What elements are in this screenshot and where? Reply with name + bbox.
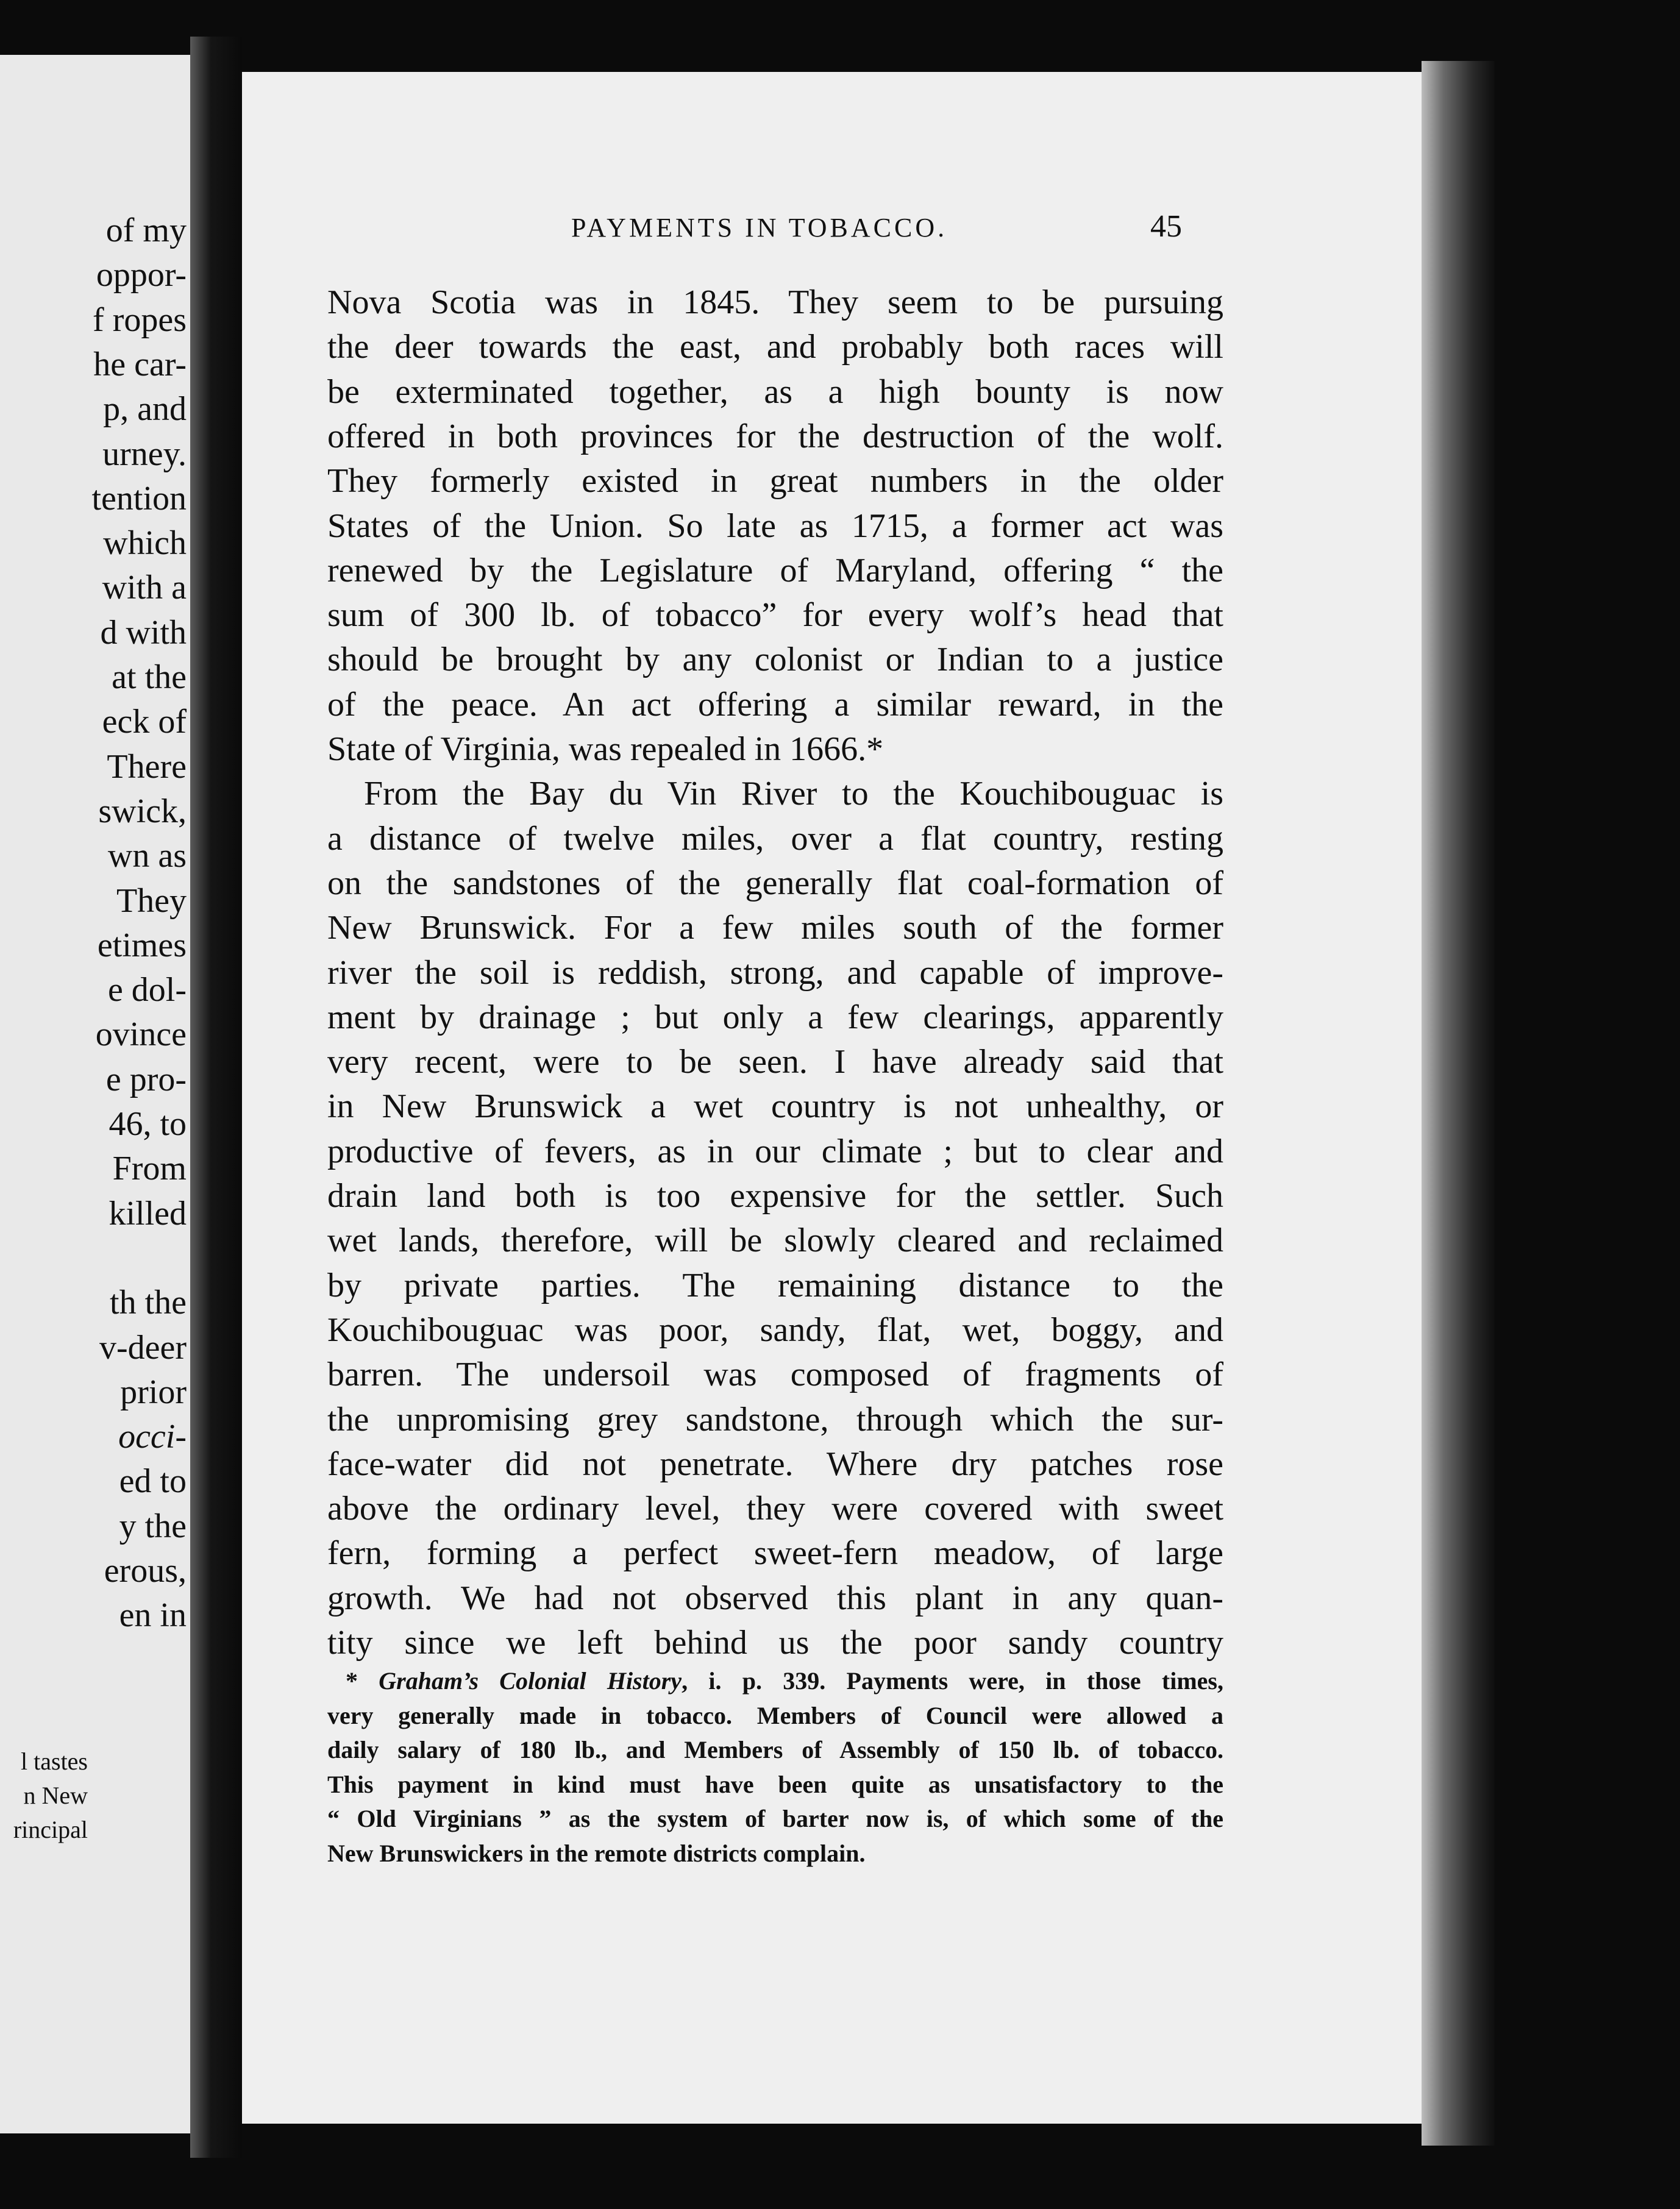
- body-line: the deer towards the east, and probably both races will: [327, 328, 1223, 366]
- body-line: by private parties. The remaining distance to the: [327, 1266, 1223, 1304]
- previous-page-line: of my: [105, 212, 187, 249]
- previous-page-line: killed: [109, 1194, 187, 1233]
- previous-page-line: swick,: [98, 792, 187, 830]
- previous-page-line: etimes: [97, 926, 187, 964]
- previous-page-line: prior: [120, 1373, 187, 1411]
- page-number: 45: [1150, 209, 1182, 244]
- body-line: From the Bay du Vin River to the Kouchibouguac is: [364, 775, 1223, 813]
- previous-page-line: en in: [119, 1596, 187, 1635]
- previous-page-line: tention: [91, 479, 187, 518]
- body-line: tity since we left behind us the poor sandy country: [327, 1624, 1223, 1662]
- footnote-line: daily salary of 180 lb., and Members of Assembly of 150 lb. of tobacco.: [327, 1736, 1223, 1763]
- previous-page-line: th the: [110, 1284, 187, 1322]
- footnote-line: “ Old Virginians ” as the system of barter now is, of which some of the: [327, 1805, 1223, 1832]
- body-line: fern, forming a perfect sweet-fern meadow, of large: [327, 1534, 1223, 1573]
- previous-page-fragment: [0, 55, 190, 2133]
- previous-page-line: y the: [119, 1507, 187, 1545]
- body-line: face-water did not penetrate. Where dry patches rose: [327, 1445, 1223, 1483]
- body-line: in New Brunswick a wet country is not unhealthy, or: [327, 1087, 1223, 1126]
- previous-page-line: which: [103, 524, 187, 563]
- previous-page-line: ed to: [119, 1462, 187, 1501]
- body-line: a distance of twelve miles, over a flat country, resting: [327, 819, 1223, 858]
- previous-page-line: occi-: [118, 1418, 187, 1456]
- running-head: PAYMENTS IN TOBACCO.: [571, 213, 948, 243]
- body-line: Kouchibouguac was poor, sandy, flat, wet, boggy, and: [327, 1311, 1223, 1349]
- body-line: of the peace. An act offering a similar reward, in the: [327, 685, 1223, 724]
- body-line: be exterminated together, as a high bounty is now: [327, 372, 1223, 411]
- body-line: barren. The undersoil was composed of fragments of: [327, 1356, 1223, 1394]
- previous-page-line: eck of: [102, 703, 187, 741]
- body-line: wet lands, therefore, will be slowly cleared and reclaimed: [327, 1222, 1223, 1260]
- body-line: river the soil is reddish, strong, and capable of improve-: [327, 953, 1223, 992]
- previous-page-line: There: [107, 747, 187, 786]
- body-line: the unpromising grey sandstone, through which the sur-: [327, 1400, 1223, 1439]
- body-line: State of Virginia, was repealed in 1666.*: [327, 730, 884, 768]
- previous-page-line: erous,: [104, 1552, 187, 1590]
- previous-page-line: f ropes: [93, 301, 187, 339]
- body-line: Nova Scotia was in 1845. They seem to be pursuing: [327, 283, 1223, 321]
- body-line: productive of fevers, as in our climate ; but to clear and: [327, 1132, 1223, 1170]
- body-line: above the ordinary level, they were covered with sweet: [327, 1490, 1223, 1528]
- body-line: sum of 300 lb. of tobacco” for every wolf’s head that: [327, 596, 1223, 635]
- left-gutter-shadow: [190, 37, 242, 2158]
- previous-page-line: at the: [112, 658, 187, 696]
- body-line: very recent, were to be seen. I have already said that: [327, 1043, 1223, 1081]
- previous-page-line: d with: [100, 613, 187, 652]
- previous-page-footnote-line: n New: [23, 1782, 88, 1809]
- body-line: should be brought by any colonist or Indian to a justice: [327, 641, 1223, 679]
- previous-page-line: ovince: [95, 1016, 187, 1054]
- previous-page-line: urney.: [102, 435, 187, 473]
- body-line: offered in both provinces for the destruction of the wolf.: [327, 417, 1223, 455]
- body-line: New Brunswick. For a few miles south of the former: [327, 909, 1223, 947]
- body-line: renewed by the Legislature of Maryland, offering “ the: [327, 551, 1223, 589]
- body-line: drain land both is too expensive for the settler. Such: [327, 1177, 1223, 1215]
- footnote-line: very generally made in tobacco. Members of Council were allowed a: [327, 1701, 1223, 1729]
- previous-page-line: e dol-: [107, 971, 187, 1009]
- previous-page-line: e pro-: [105, 1060, 187, 1098]
- footnote-line: New Brunswickers in the remote districts complain.: [327, 1839, 866, 1867]
- body-line: on the sandstones of the generally flat coal-formation of: [327, 864, 1223, 902]
- previous-page-line: wn as: [107, 837, 187, 875]
- book-page: [242, 72, 1422, 2124]
- previous-page-footnote-line: l tastes: [21, 1748, 88, 1775]
- body-line: growth. We had not observed this plant in any quan-: [327, 1579, 1223, 1617]
- footnote-citation: * Graham’s Colonial History, i. p. 339. Payments were, in those times,: [346, 1667, 1224, 1695]
- body-line: They formerly existed in great numbers in the older: [327, 462, 1223, 500]
- page-edge-shadow: [1422, 61, 1495, 2146]
- previous-page-line: v-deer: [99, 1328, 187, 1367]
- previous-page-line: 46, to: [109, 1105, 187, 1143]
- previous-page-line: oppor-: [96, 256, 187, 294]
- body-line: States of the Union. So late as 1715, a former act was: [327, 507, 1223, 545]
- previous-page-line: he car-: [93, 345, 187, 383]
- body-line: ment by drainage ; but only a few clearings, apparently: [327, 998, 1223, 1036]
- previous-page-line: From: [112, 1150, 187, 1188]
- previous-page-line: with a: [102, 569, 187, 607]
- previous-page-footnote-line: rincipal: [13, 1816, 88, 1843]
- previous-page-line: p, and: [103, 390, 187, 429]
- previous-page-line: They: [116, 881, 187, 920]
- footnote-line: This payment in kind must have been quite as unsatisfactory to the: [327, 1770, 1223, 1798]
